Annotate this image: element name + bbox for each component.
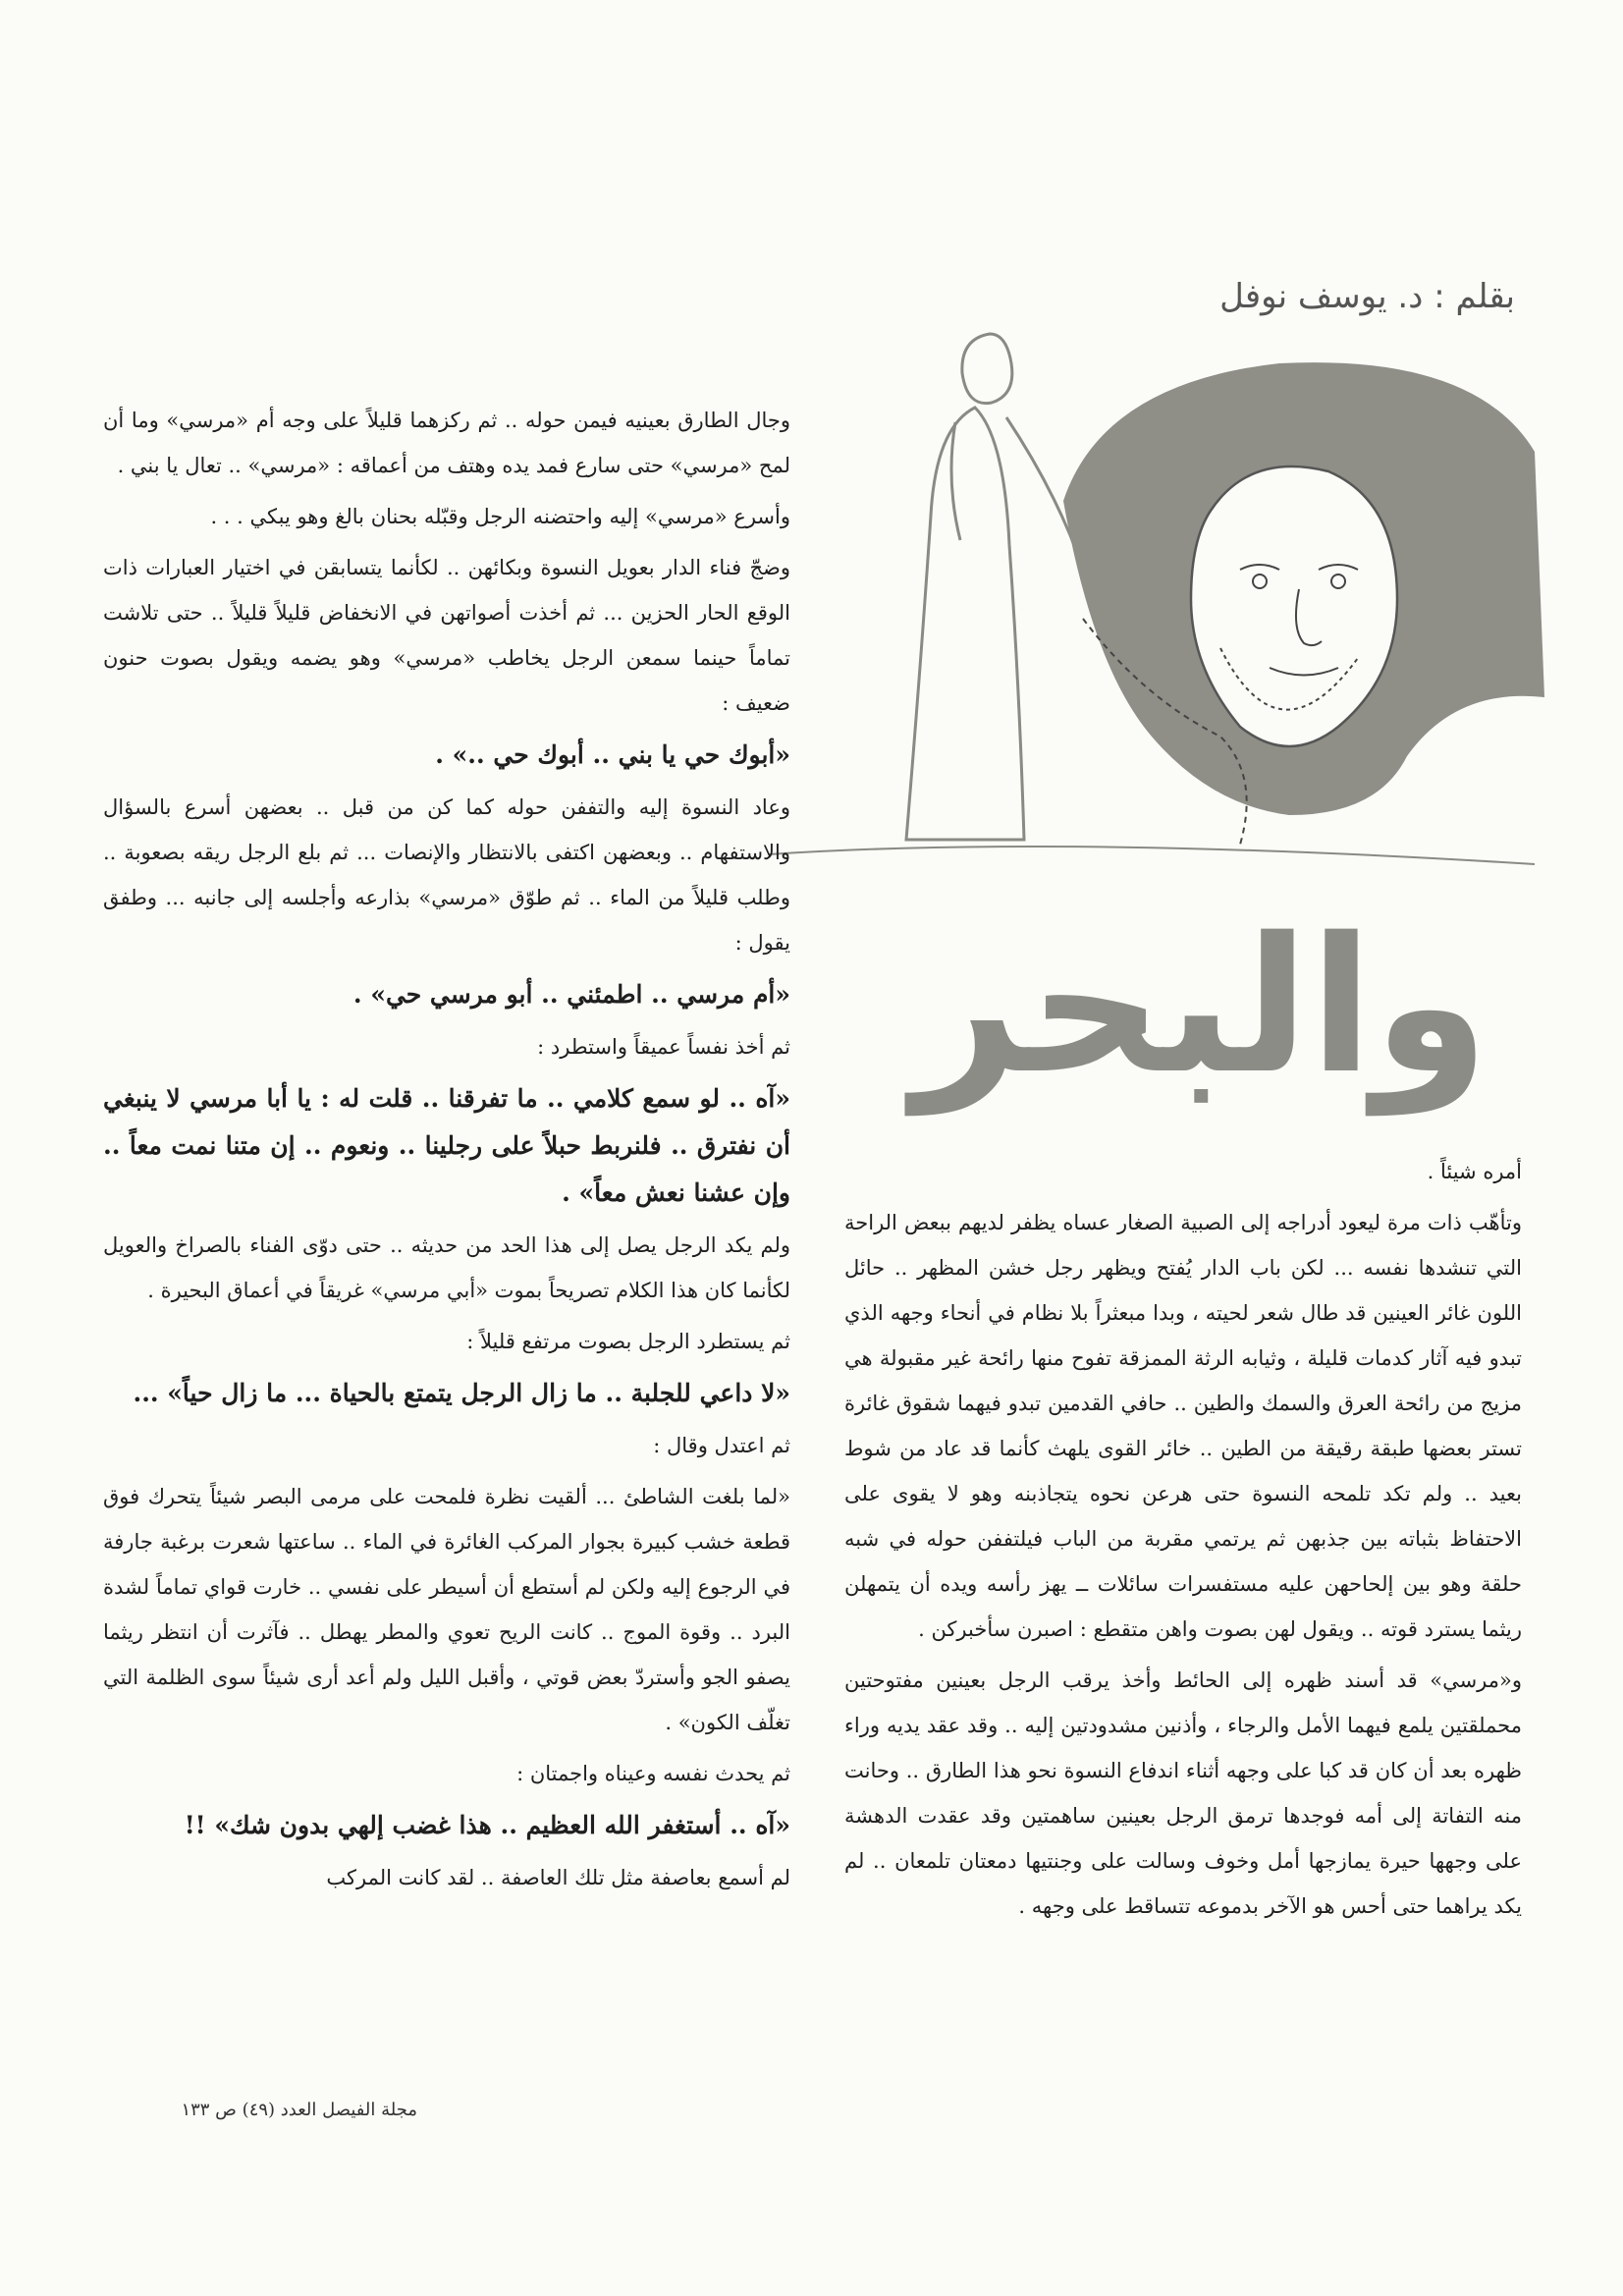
paragraph: وعاد النسوة إليه والتففن حوله كما كن من قبل .. بعضهن أسرع بالسؤال والاستفهام .. وبعضهن اكتفى بالانتظار والإنصات ... ثم بلع الرجل ريقه بصعوبة .. وطلب قليلاً من الماء .. ثم طوّق «مرسي» بذارعه وأجلسه إلى جانبه ... وطفق يقول : xyxy=(103,795,790,955)
paragraph: وضجّ فناء الدار بعويل النسوة وبكائهن .. لكأنما يتسابقن في اختيار العبارات ذات الوقع الحار الحزين ... ثم أخذت أصواتهن في الانخفاض قليلاً قليلاً .. حتى تلاشت تماماً حينما سمعن الرجل يخاطب «مرسي» وهو يضمه ويقول بصوت حنون ضعيف : xyxy=(103,556,790,715)
paragraph: ثم اعتدل وقال : xyxy=(653,1434,790,1457)
illustration xyxy=(749,324,1554,874)
left-column xyxy=(103,398,790,2087)
right-column xyxy=(844,1149,1522,2062)
title-art xyxy=(887,864,1515,1120)
title-text: والبحر xyxy=(912,898,1489,1115)
paragraph: ثم يستطرد الرجل بصوت مرتفع قليلاً : xyxy=(466,1330,790,1353)
paragraph: «أم مرسي .. اطمئني .. أبو مرسي حي» . xyxy=(352,980,790,1009)
paragraph: أمره شيئاً . xyxy=(1427,1160,1522,1183)
figure-robe xyxy=(906,408,1024,840)
paragraph: وجال الطارق بعينيه فيمن حوله .. ثم ركزهما قليلاً على وجه أم «مرسي» وما أن لمح «مرسي» حتى سارع فمد يده وهتف من أعماقه : «مرسي» .. تعال يا بني . xyxy=(103,409,790,477)
paragraph: لم أسمع بعاصفة مثل تلك العاصفة .. لقد كانت المركب xyxy=(326,1866,790,1889)
paragraph: وأسرع «مرسي» إليه واحتضنه الرجل وقبّله بحنان بالغ وهو يبكي . . . xyxy=(210,505,790,528)
paragraph: «لما بلغت الشاطئ ... ألقيت نظرة فلمحت على مرمى البصر شيئاً يتحرك فوق قطعة خشب كبيرة بجوار المركب الغائرة في الماء .. ساعتها شعرت برغبة جارفة في الرجوع إليه ولكن لم أستطع أن أسيطر على نفسي .. خارت قواي تماماً لشدة البرد .. وقوة الموج .. كانت الريح تعوي والمطر يهطل .. فآثرت أن انتظر ريثما يصفو الجو وأستردّ بعض قوتي ، وأقبل الليل ولم أعد أرى شيئاً سوى الظلمة التي تغلّف الكون» . xyxy=(103,1485,790,1734)
paragraph: «لا داعي للجلبة .. ما زال الرجل يتمتع بالحياة ... ما زال حياً» ... xyxy=(133,1379,790,1407)
paragraph: ثم أخذ نفساً عميقاً واستطرد : xyxy=(537,1035,790,1059)
byline: بقلم : د. يوسف نوفل xyxy=(1219,277,1515,316)
paragraph: «آه .. أستغفر الله العظيم .. هذا غضب إلهي بدون شك» !! xyxy=(184,1811,790,1839)
paragraph: «آه .. لو سمع كلامي .. ما تفرقنا .. قلت له : يا أبا مرسي لا ينبغي أن نفترق .. فلنربط حبلاً على رجلينا .. ونعوم .. إن متنا نمت معاً .. وإن عشنا نعش معاً» . xyxy=(103,1084,790,1207)
paragraph: ثم يحدث نفسه وعيناه واجمتان : xyxy=(516,1762,790,1785)
paragraph: وتأهّب ذات مرة ليعود أدراجه إلى الصبية الصغار عساه يظفر لديهم ببعض الراحة التي تنشدها نفسه ... لكن باب الدار يُفتح ويظهر رجل خشن المظهر .. حائل اللون غائر العينين قد طال شعر لحيته ، وبدا مبعثراً بلا نظام في أنحاء وجهه الذي تبدو فيه آثار كدمات قليلة ، وثيابه الرثة الممزقة تفوح منها رائحة غير مقبولة هي مزيج من رائحة العرق والسمك والطين .. حافي القدمين تبدو فيهما شقوق غائرة تستر بعضها طبقة رقيقة من الطين .. خائر القوى يلهث كأنما قد عاد من شوط بعيد .. ولم تكد تلمحه النسوة حتى هرعن نحوه يتجاذبنه وهو لا يقوى على الاحتفاظ بثباته بين جذبهن ثم يرتمي مقربة من الباب فيلتففن حوله في شبه حلقة وهو بين إلحاحهن عليه مستفسرات سائلات ــ يهز رأسه ويده أن يتمهلن ريثما يسترد قوته .. ويقول لهن بصوت واهن متقطع : اصبرن سأخبركن . xyxy=(844,1211,1522,1641)
page-footer: مجلة الفيصل العدد (٤٩) ص ١٣٣ xyxy=(181,2100,417,2120)
paragraph: و«مرسي» قد أسند ظهره إلى الحائط وأخذ يرقب الرجل بعينين مفتوحتين محملقتين يلمع فيهما الأمل والرجاء ، وأذنين مشدودتين إليه .. وقد عقد يديه وراء ظهره بعد أن كان قد كبا على وجهه أثناء اندفاع النسوة نحو هذا الطارق .. وحانت منه التفاتة إلى أمه فوجدها ترمق الرجل بعينين ساهمتين وقد عقدت الدهشة على وجهها حيرة يمازجها أمل وخوف وسالت على وجنتيها دمعتان تلمعان .. لم يكد يراهما حتى أحس هو الآخر بدموعه تتساقط على وجهه . xyxy=(844,1668,1522,1918)
figure-head xyxy=(962,334,1012,404)
paragraph: «أبوك حي يا بني .. أبوك حي ..» . xyxy=(435,740,790,769)
paragraph: ولم يكد الرجل يصل إلى هذا الحد من حديثه .. حتى دوّى الفناء بالصراخ والعويل لكأنما كان هذا الكلام تصريحاً بموت «أبي مرسي» غريقاً في أعماق البحيرة . xyxy=(103,1233,790,1302)
